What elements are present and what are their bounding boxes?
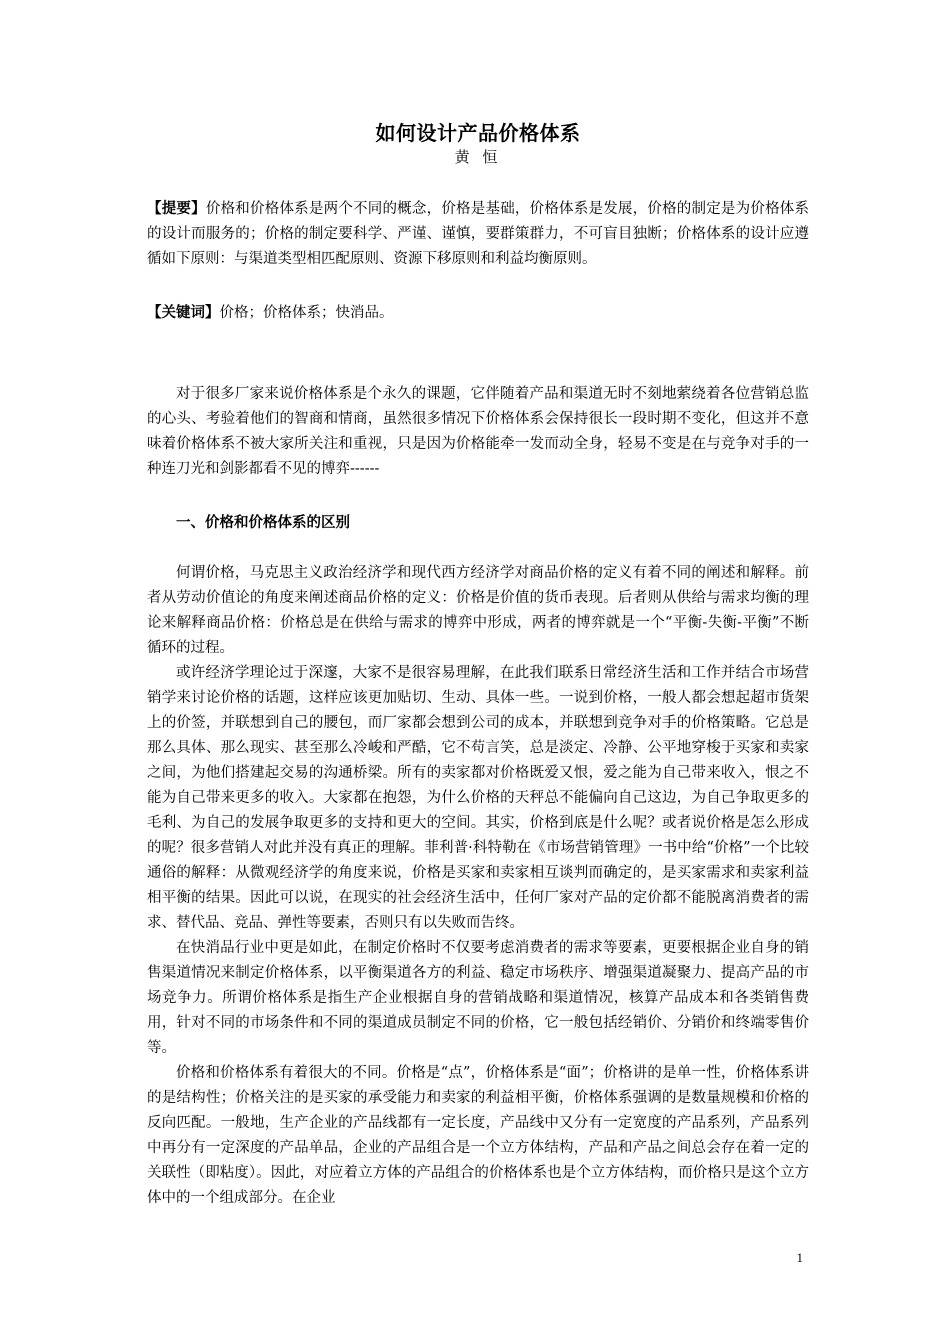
keywords-text: 价格；价格体系；快消品。 [219, 305, 394, 321]
body-paragraph: 价格和价格体系有着很大的不同。价格是“点”，价格体系是“面”；价格讲的是单一性，价格体系讲的是结构性；价格关注的是买家的承受能力和卖家的利益相平衡，价格体系强调的是数量规模和价格的反向匹配。一般地，生产企业的产品线都有一定长度，产品线中又分有一定宽度的产品系列，产品系列中再分有一定深度的产品单品，企业的产品组合是一个立方体结构，产品和产品之间总会存在着一定的关联性（即粘度）。因此，对应着立方体的产品组合的价格体系也是个立方体结构，而价格只是这个立方体中的一个组成部分。在企业 [147, 1065, 809, 1206]
section-heading: 一、价格和价格体系的区别 [176, 514, 350, 531]
document-title: 如何设计产品价格体系 [375, 121, 581, 145]
keywords [147, 300, 809, 326]
author-name: 黄 恒 [454, 148, 502, 166]
keywords-label: 【关键词】 [147, 304, 220, 321]
abstract-label: 【提要】 [147, 200, 206, 217]
body-paragraph: 或许经济学理论过于深邃，大家不是很容易理解，在此我们联系日常经济生活和工作并结合市场营销学来讨论价格的话题，这样应该更加贴切、生动、具体一些。一说到价格，一般人都会想起超市货架上的价签，并联想到自己的腰包，而厂家都会想到公司的成本，并联想到竞争对手的价格策略。它总是那么具体、那么现实、甚至那么冷峻和严酷，它不苟言笑，总是淡定、冷静、公平地穿梭于买家和卖家之间，为他们搭建起交易的沟通桥梁。所有的卖家都对价格既爱又恨，爱之能为自己带来收入，恨之不能为自己带来更多的收入。大家都在抱怨，为什么价格的天秤总不能偏向自己这边，为自己争取更多的毛利、为自己的发展争取更多的支持和更大的空间。其实，价格到底是什么呢？或者说价格是怎么形成的呢？很多营销人对此并没有真正的理解。菲利普·科特勒在《市场营销管理》一书中给“价格”一个比较通俗的解释：从微观经济学的角度来说，价格是买家和卖家相互谈判而确定的，是买家需求和卖家利益相平衡的结果。因此可以说，在现实的社会经济生活中，任何厂家对产品的定价都不能脱离消费者的需求、替代品、竞品、弹性等要素，否则只有以失败而告终。 [147, 665, 809, 931]
abstract [147, 196, 809, 272]
abstract-text: 价格和价格体系是两个不同的概念，价格是基础，价格体系是发展，价格的制定是为价格体系的设计而服务的；价格的制定要科学、严谨、谨慎，要群策群力，不可盲目独断；价格体系的设计应遵循如下原则：与渠道类型相匹配原则、资源下移原则和利益均衡原则。 [147, 201, 810, 267]
body-paragraph: 何谓价格，马克思主义政治经济学和现代西方经济学对商品价格的定义有着不同的阐述和解释。前者从劳动价值论的角度来阐述商品价格的定义：价格是价值的货币表现。后者则从供给与需求均衡的理论来解释商品价格：价格总是在供给与需求的博弈中形成，两者的博弈就是一个“平衡-失衡-平衡”不断循环的过程。 [147, 565, 809, 656]
body-paragraph: 在快消品行业中更是如此，在制定价格时不仅要考虑消费者的需求等要素，更要根据企业自身的销售渠道情况来制定价格体系，以平衡渠道各方的利益、稳定市场秩序、增强渠道凝聚力、提高产品的市场竞争力。所谓价格体系是指生产企业根据自身的营销战略和渠道情况，核算产品成本和各类销售费用，针对不同的市场条件和不同的渠道成员制定不同的价格，它一般包括经销价、分销价和终端零售价等。 [147, 940, 809, 1056]
page-number: 1 [796, 1250, 803, 1265]
intro-paragraph: 对于很多厂家来说价格体系是个永久的课题，它伴随着产品和渠道无时不刻地萦绕着各位营销总监的心头、考验着他们的智商和情商，虽然很多情况下价格体系会保持很长一段时期不变化，但这并不意味着价格体系不被大家所关注和重视，只是因为价格能牵一发而动全身，轻易不变是在与竞争对手的一种连刀光和剑影都看不见的博弈------ [147, 386, 809, 477]
page-content [147, 120, 809, 1211]
